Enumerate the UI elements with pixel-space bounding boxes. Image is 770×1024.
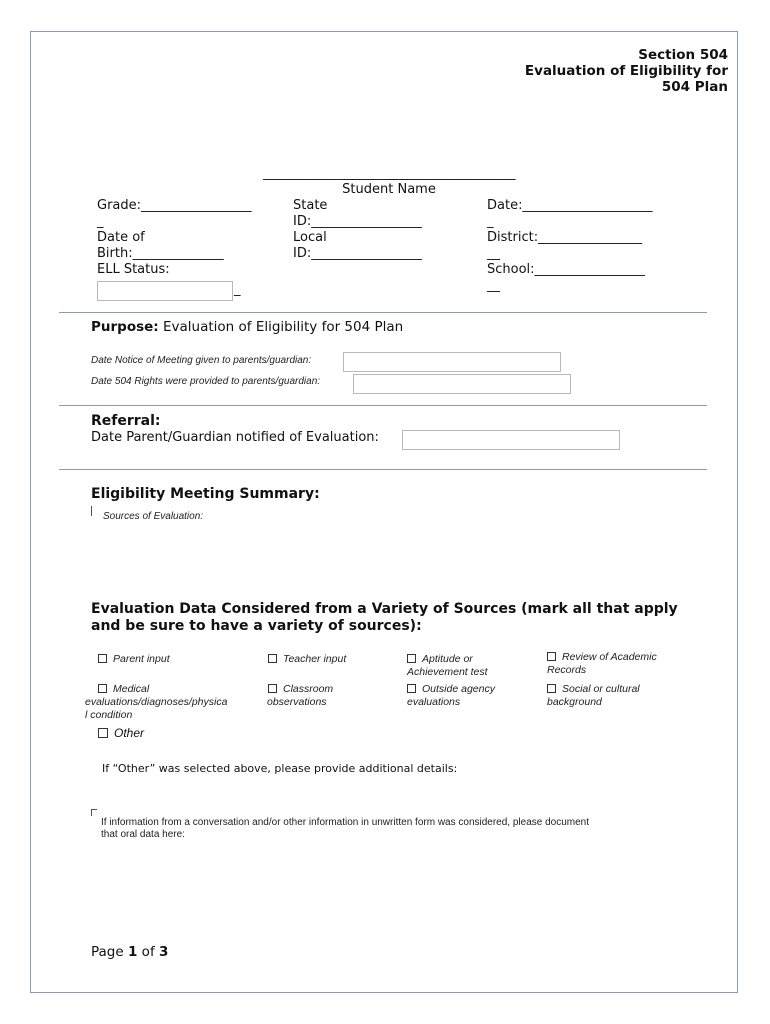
divider-referral: [59, 405, 707, 406]
date-column: [487, 198, 687, 294]
social-label-2: background: [547, 696, 602, 708]
page-total: 3: [159, 944, 169, 960]
outside-label-1: Outside agency: [422, 683, 495, 695]
local-id-label: Local: [293, 230, 327, 245]
option-aptitude-test[interactable]: [407, 653, 488, 679]
header-line-3: 504 Plan: [661, 79, 728, 95]
outside-label-2: evaluations: [407, 696, 461, 708]
referral-label: Referral:: [91, 413, 161, 429]
page-number: [91, 944, 168, 960]
referral-text: Date Parent/Guardian notified of Evaluation:: [91, 430, 379, 445]
school-field-cont: __: [487, 278, 500, 293]
review-label-1: Review of Academic: [562, 651, 657, 663]
sources-label: Sources of Evaluation:: [103, 511, 204, 522]
review-label-2: Records: [547, 664, 587, 676]
purpose-text: Evaluation of Eligibility for 504 Plan: [158, 319, 404, 335]
option-teacher-input[interactable]: [268, 653, 346, 666]
state-id-field[interactable]: ID:_________________: [293, 214, 422, 229]
page-prefix: Page: [91, 944, 128, 960]
header-line-1: Section 504: [638, 47, 728, 63]
id-column: [293, 198, 473, 262]
text-area-marker: [91, 809, 97, 816]
classroom-label-2: observations: [267, 696, 327, 708]
header-line-2: Evaluation of Eligibility for: [524, 63, 728, 79]
parent-input-label: Parent input: [113, 653, 170, 665]
other-details-prompt: If “Other” was selected above, please provide additional details:: [102, 762, 458, 775]
option-review-records[interactable]: [547, 651, 657, 677]
other-label: Other: [114, 726, 145, 740]
medical-checkbox[interactable]: [98, 684, 107, 693]
district-field-cont: __: [487, 246, 500, 261]
oral-data-line-1: If information from a conversation and/or other information in unwritten form was considered, please document: [101, 817, 590, 828]
teacher-input-label: Teacher input: [283, 653, 347, 665]
local-id-field[interactable]: ID:_________________: [293, 246, 422, 261]
aptitude-test-checkbox[interactable]: [407, 654, 416, 663]
dob-field[interactable]: Birth:______________: [97, 246, 224, 261]
evaluation-title-line-1: Evaluation Data Considered from a Variety of Sources (mark all that apply: [91, 601, 678, 617]
dob-label: Date of: [97, 230, 145, 245]
grade-column: [97, 198, 287, 278]
student-name-line: __________________________________________: [263, 166, 515, 181]
rights-date-input[interactable]: [353, 374, 571, 394]
page-of: of: [137, 944, 159, 960]
medical-label-2: evaluations/diagnoses/physica: [85, 696, 228, 708]
grade-field[interactable]: Grade:_________________: [97, 198, 252, 213]
option-social-cultural[interactable]: [547, 683, 640, 709]
notice-date-label: Date Notice of Meeting given to parents/guardian:: [91, 355, 312, 366]
student-name-block: [219, 166, 559, 198]
eligibility-title: Eligibility Meeting Summary:: [91, 486, 320, 502]
ell-status-trailing: _: [234, 282, 241, 297]
notice-date-input[interactable]: [343, 352, 561, 372]
ell-status-label: ELL Status:: [97, 262, 170, 277]
evaluation-title-line-2: and be sure to have a variety of sources):: [91, 618, 422, 634]
student-name-label: Student Name: [342, 182, 436, 197]
page-current: 1: [127, 944, 138, 960]
option-parent-input[interactable]: [98, 653, 170, 666]
social-label-1: Social or cultural: [562, 683, 640, 695]
ell-status-input[interactable]: [97, 281, 233, 301]
oral-data-line-2: that oral data here:: [101, 829, 185, 840]
option-outside-agency[interactable]: [407, 683, 495, 709]
option-classroom-observations[interactable]: [268, 683, 333, 709]
review-records-checkbox[interactable]: [547, 652, 556, 661]
date-field[interactable]: Date:____________________: [487, 198, 653, 213]
district-field[interactable]: District:________________: [487, 230, 643, 245]
divider-purpose: [59, 312, 707, 313]
purpose-label: Purpose:: [91, 319, 159, 335]
aptitude-label-1: Aptitude or: [422, 653, 473, 665]
outside-agency-checkbox[interactable]: [407, 684, 416, 693]
other-checkbox[interactable]: [98, 728, 108, 738]
rights-date-label: Date 504 Rights were provided to parents/guardian:: [91, 376, 321, 387]
classroom-label-1: Classroom: [283, 683, 334, 695]
referral-date-input[interactable]: [402, 430, 620, 450]
evaluation-title: [91, 601, 711, 635]
teacher-input-checkbox[interactable]: [268, 654, 277, 663]
option-medical[interactable]: [85, 683, 255, 722]
grade-field-cont: _: [97, 214, 104, 229]
classroom-checkbox[interactable]: [268, 684, 277, 693]
aptitude-label-2: Achievement test: [407, 666, 488, 678]
option-other[interactable]: [98, 726, 144, 740]
oral-data-instructions: [101, 817, 701, 841]
parent-input-checkbox[interactable]: [98, 654, 107, 663]
date-field-cont: _: [487, 214, 494, 229]
state-id-label: State: [293, 198, 328, 213]
social-cultural-checkbox[interactable]: [547, 684, 556, 693]
text-cursor-mark: [91, 506, 92, 516]
medical-label-1: Medical: [113, 683, 150, 695]
document-page: [30, 31, 738, 993]
medical-label-3: l condition: [85, 709, 133, 721]
school-field[interactable]: School:_________________: [487, 262, 646, 277]
purpose-heading: [91, 319, 403, 336]
document-header: [525, 47, 728, 95]
divider-eligibility: [59, 469, 707, 470]
